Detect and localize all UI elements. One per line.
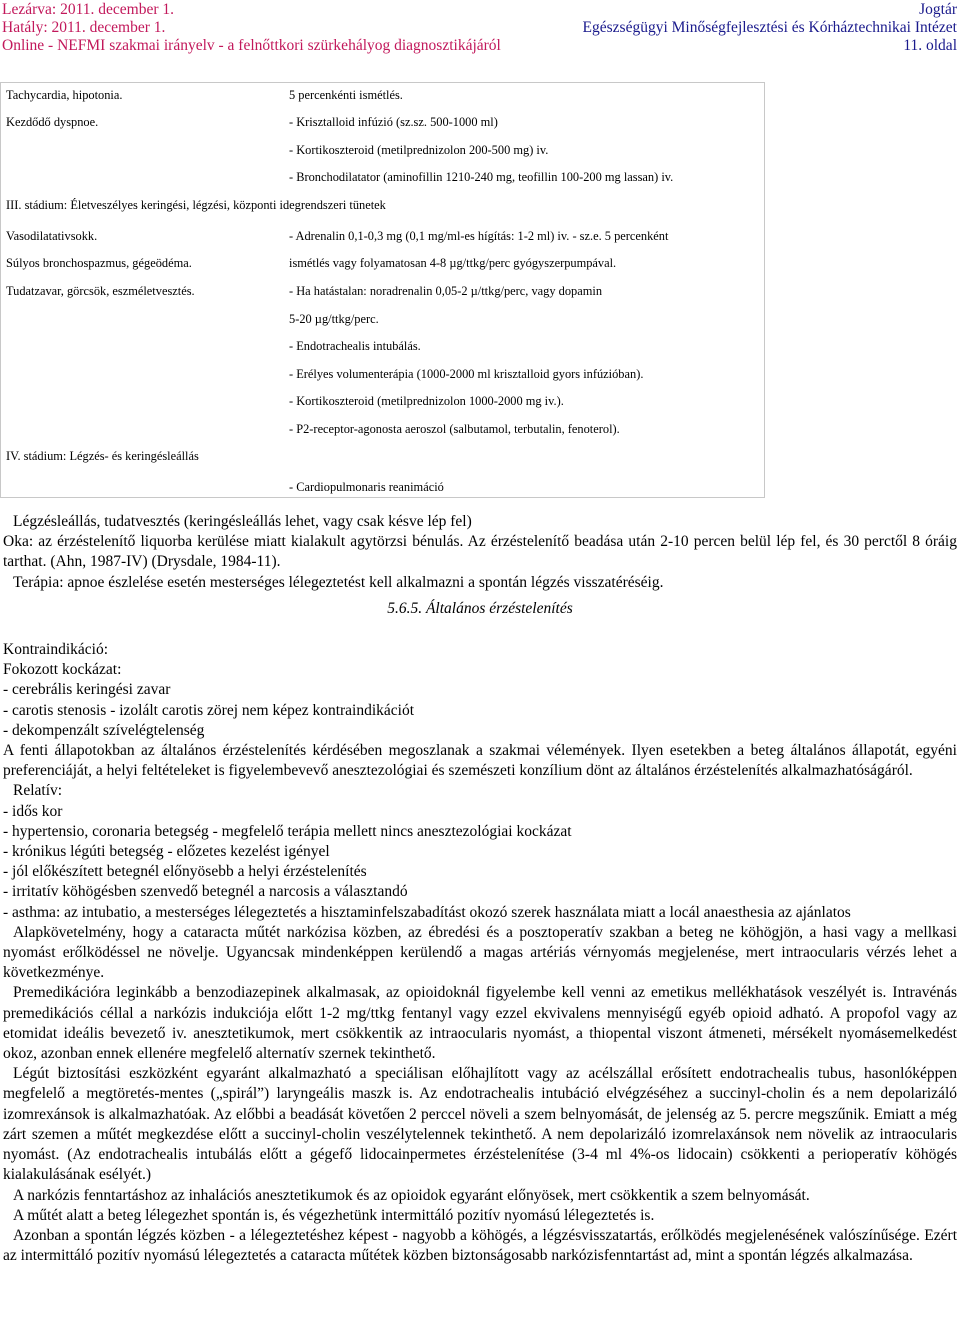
list-item: - jól előkészített betegnél előnyösebb a helyi érzéstelenítés [3, 863, 367, 881]
paragraph: Légút biztosítási eszközként egyaránt alkalmazható a speciálisan előhajlított vagy az acélszállal erősített endotrachealis tubus, hasonlóképpen megfelelő a megtöretés-mentes („spirál”) laryngeális maszk is. Az endotrachealis intubáció elvégzéséhez a succinyl-cholin és a nem depolarizáló izomrexánsok is alkalmazhatóak. Az előbbi a beadását követően 2 perccel növeli a szem belnyomását, de jelenség az 5. percre megszűnik. Emiatt a még zárt szemen a műtét megkezdése előtt a succinyl-cholin veszélytelennek tekinthető. A nem depolarizáló izomrelaxánsok nem növelik az intraocularis nyomást. (Az endotrachealis intubálás előtt a gégefő lidocainpermetes érzéstelenítése (3-4 ml 4%-os lidocain) csökkenti a perioperatív köhögés kialakulásának esélyét.) [3, 1065, 957, 1184]
effective-date: Hatály: 2011. december 1. [2, 19, 166, 36]
paragraph: Oka: az érzéstelenítő liquorba kerülése miatt kialakult agytörzsi bénulás. Az érzéstelenítő beadása után 2-10 percen belül lép fel, és 30 perctől 8 óráig tarthat. (Ahn, 1987-IV) (Drysdale, 1984-11). [3, 533, 957, 571]
table-cell: Tudatzavar, görcsök, eszméletvesztés. [6, 284, 195, 298]
document-body [3, 512, 957, 1266]
header-left [2, 1, 501, 55]
list-item: - idős kor [3, 802, 63, 820]
list-item: - krónikus légúti betegség - előzetes kezelést igényel [3, 843, 330, 861]
table-cell: - Endotrachealis intubálás. [289, 339, 421, 353]
table-cell: Vasodilatativsokk. [6, 229, 98, 243]
list-item: - carotis stenosis - izolált carotis zörej nem képez kontraindikációt [3, 701, 415, 719]
list-item: - irritatív köhögésben szenvedő betegnél a narcosis a választandó [3, 883, 408, 901]
table-cell: - Krisztalloid infúzió (sz.sz. 500-1000 ml) [289, 115, 498, 129]
institute: Egészségügyi Minőségfejlesztési és Kórháztechnikai Intézet [582, 19, 957, 36]
list-item: - hypertensio, coronaria betegség - megfelelő terápia mellett nincs anesztezológiai kockázat [3, 822, 572, 840]
table-cell: - Erélyes volumenterápia (1000-2000 ml krisztalloid gyors infúzióban). [289, 367, 644, 381]
publisher: Jogtár [919, 1, 957, 18]
table-cell: ismétlés vagy folyamatosan 4-8 µg/ttkg/perc gyógyszerpumpával. [289, 256, 617, 270]
header-right [583, 1, 957, 55]
paragraph: Légzésleállás, tudatvesztés (keringésleállás lehet, vagy csak késve lép fel) [13, 513, 472, 530]
paragraph: Azonban a spontán légzés közben - a lélegeztetéshez képest - nagyobb a köhögés, a légzésvisszatartás, erőlködés megjelenésének valószínűsége. Ezért az intermittáló pozitív nyomású lélegeztetés a cataracta műtétek közben biztonságosabb narkózisfenntartást ad, mint a spontán légzés alkalmazása. [3, 1226, 957, 1265]
table-cell: 5 percenkénti ismétlés. [289, 88, 403, 102]
risk-label: Fokozott kockázat: [3, 661, 122, 679]
table-cell: - Ha hatástalan: noradrenalin 0,05-2 µ/ttkg/perc, vagy dopamin [289, 284, 603, 298]
table-cell: Tachycardia, hipotonia. [6, 88, 123, 102]
paragraph: A narkózis fenntartáshoz az inhalációs anesztetikumok és az opioidok egyaránt előnyösek, mert csökkentik a szem belnyomását. [13, 1186, 810, 1204]
table-cell: - P2-receptor-agonosta aeroszol (salbutamol, terbutalin, fenoterol). [289, 422, 620, 436]
table-cell: - Bronchodilatator (aminofillin 1210-240 mg, teofillin 100-200 mg lassan) iv. [289, 170, 674, 184]
paragraph: A műtét alatt a beteg lélegezhet spontán is, és végezhetünk intermittáló pozitív nyomású lélegeztetés is. [13, 1206, 655, 1224]
table-cell: Súlyos bronchospazmus, gégeödéma. [6, 256, 192, 270]
table-cell: - Kortikoszteroid (metilprednizolon 200-500 mg) iv. [289, 143, 549, 157]
paragraph: Terápia: apnoe észlelése esetén mesterséges lélegeztetést kell alkalmazni a spontán légzés visszatéréséig. [13, 573, 664, 591]
stage-4-heading: IV. stádium: Légzés- és keringésleállás [6, 449, 199, 463]
page-header [0, 0, 960, 54]
paragraph: Premedikációra leginkább a benzodiazepinek alkalmasak, az opioidoknál figyelembe kell venni az emetikus mellékhatások veszélyét is. Intravénás premedikációs céllal a narkózis indukciója előtt 1-2 mg/ttkg fentanyl vagy ezzel ekvivalens mennyiségű egyéb opioid adható. A propofol vagy az etomidat ideális bevezető iv. anesztetikumok, mert csökkentik az intraocularis nyomást, a thiopental viszont átmeneti, mérsékelt nyomásemelkedést okoz, azonban ennek ellenére megfelelő alternatív szernek tekinthető. [3, 984, 957, 1063]
list-item: - asthma: az intubatio, a mesterséges lélegeztetés a hisztaminfelszabadítást okozó szerek használata miatt a locál anaesthesia az ajánlatos [3, 903, 851, 921]
list-item: - dekompenzált szívelégtelenség [3, 721, 205, 739]
paragraph: Alapkövetelmény, hogy a cataracta műtét narkózisa közben, az ébredési és a posztoperatív szakban a beteg ne köhögjön, a hasi vagy a mellkasi nyomást erőlködéssel ne növelje. Ugyancsak mindenképpen kerülendő a magas artériás vérnyomás megjelenése, mert intraocularis vérzés lehet a következménye. [3, 923, 957, 982]
table-cell: - Cardiopulmonaris reanimáció [289, 480, 444, 494]
table-cell: Kezdődő dyspnoe. [6, 115, 99, 129]
table-cell: - Kortikoszteroid (metilprednizolon 1000-2000 mg iv.). [289, 394, 564, 408]
document-title: Online - NEFMI szakmai irányelv - a felnőttkori szürkehályog diagnosztikájáról [2, 37, 501, 54]
stage-3-heading: III. stádium: Életveszélyes keringési, légzési, központi idegrendszeri tünetek [6, 198, 386, 212]
section-number: 5.6.5. [387, 599, 423, 617]
paragraph: A fenti állapotokban az általános érzéstelenítés kérdésében megoszlanak a szakmai vélemények. Ilyen esetekben a beteg általános állapotát, egyéni preferenciáját, a helyi feltételeket is figyelembevevő anesztezológiai és szemészeti konzílium dönt az általános érzéstelenítés alkalmazhatóságáról. [3, 742, 957, 780]
anaphylaxis-table [0, 82, 765, 498]
closed-date: Lezárva: 2011. december 1. [2, 1, 174, 18]
relative-label: Relatív: [13, 782, 63, 800]
page-number: 11. oldal [903, 37, 957, 54]
list-item: - cerebrális keringési zavar [3, 681, 171, 699]
table-cell: - Adrenalin 0,1-0,3 mg (0,1 mg/ml-es hígítás: 1-2 ml) iv. - sz.e. 5 percenként [289, 229, 669, 243]
section-title: Általános érzéstelenítés [425, 599, 573, 617]
table-cell: 5-20 µg/ttkg/perc. [289, 312, 379, 326]
contraindication-label: Kontraindikáció: [3, 641, 109, 659]
section-heading [3, 599, 957, 619]
